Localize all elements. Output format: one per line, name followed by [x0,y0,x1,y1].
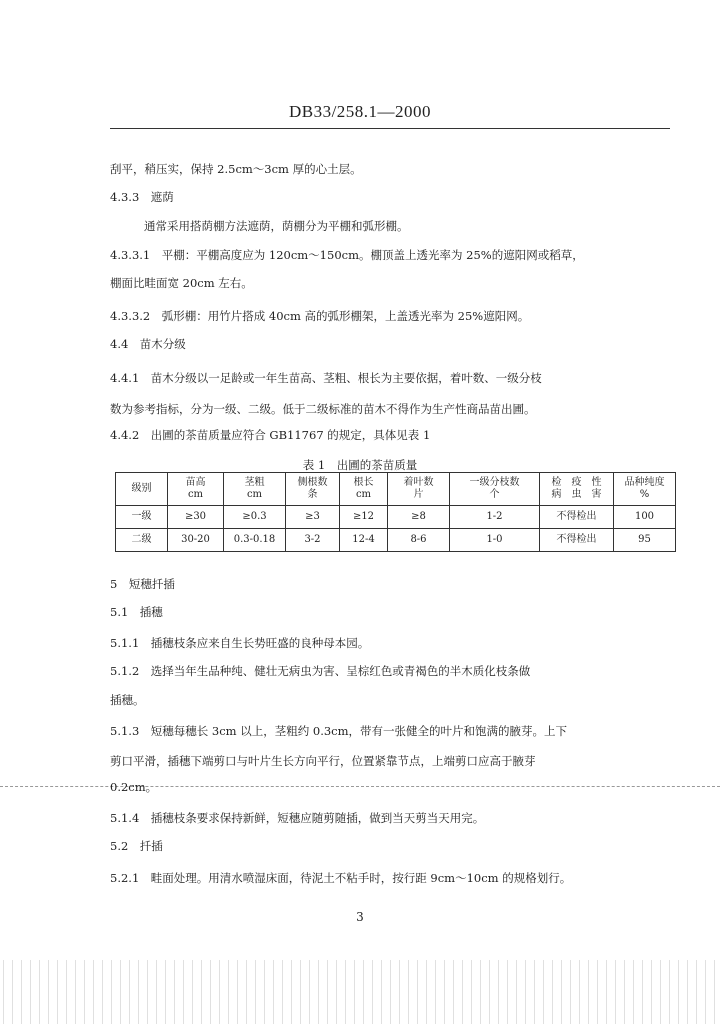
para-line: 5.1.1 插穗枝条应来自生长势旺盛的良种母本园。 [110,636,370,650]
para-line: 4.4.1 苗木分级以一足龄或一年生苗高、茎粗、根长为主要依据，着叶数、一级分枝 [110,371,542,385]
table-cell: 1-0 [450,529,540,552]
para-line: 4.4.2 出圃的茶苗质量应符合 GB11767 的规定，具体见表 1 [110,428,431,442]
table-cell: 30-20 [168,529,224,552]
table-header-cell: 一级分枝数 个 [450,473,540,506]
para-line: 5.1.2 选择当年生品种纯、健壮无病虫为害、呈棕红色或青褐色的半木质化枝条做 [110,664,531,678]
para-line: 通常采用搭荫棚方法遮荫，荫棚分为平棚和弧形棚。 [144,219,409,233]
para-line: 数为参考指标，分为一级、二级。低于二级标准的苗木不得作为生产性商品苗出圃。 [110,402,536,416]
table-row [116,506,676,529]
table-cell: ≥12 [340,506,388,529]
section-heading: 4.4 苗木分级 [110,337,186,351]
para-line: 5.1.3 短穗每穗长 3cm 以上，茎粗约 0.3cm，带有一张健全的叶片和饱满的腋芽。上下 [110,724,568,738]
table-header-cell: 苗高 cm [168,473,224,506]
table-cell: 3-2 [286,529,340,552]
table-cell: 不得检出 [540,506,614,529]
table-header-cell: 级别 [116,473,168,506]
table-header-cell: 检 疫 性 病 虫 害 [540,473,614,506]
para-line: 5.2.1 畦面处理。用清水喷湿床面，待泥土不粘手时，按行距 9cm～10cm 的规格划行。 [110,871,572,885]
table-cell: 8-6 [388,529,450,552]
para-line: 棚面比畦面宽 20cm 左右。 [110,276,253,290]
para-line: 剪口平滑，插穗下端剪口与叶片生长方向平行，位置紧靠节点，上端剪口应高于腋芽 [110,754,536,768]
table-header-cell: 品种纯度 % [614,473,676,506]
table-header-cell: 侧根数 条 [286,473,340,506]
section-heading: 5.1 插穗 [110,605,163,619]
section-heading: 5.2 扦插 [110,839,163,853]
table-cell: ≥30 [168,506,224,529]
table-cell: 一级 [116,506,168,529]
scan-noise [0,960,720,1024]
table-cell: ≥8 [388,506,450,529]
table-header-row [116,473,676,506]
table-cell: 二级 [116,529,168,552]
table-cell: 1-2 [450,506,540,529]
section-heading: 4.3.3 遮荫 [110,190,174,204]
para-line: 刮平，稍压实，保持 2.5cm～3cm 厚的心土层。 [110,162,362,176]
table-header-cell: 着叶数 片 [388,473,450,506]
section-heading: 5 短穗扦插 [110,577,175,591]
table-cell: ≥0.3 [224,506,286,529]
seedling-quality-table [115,472,676,552]
table-header-cell: 根长 cm [340,473,388,506]
table-cell: ≥3 [286,506,340,529]
table-cell: 不得检出 [540,529,614,552]
para-line: 插穗。 [110,693,145,707]
para-line: 4.3.3.1 平棚：平棚高度应为 120cm～150cm。棚顶盖上透光率为 25%的遮阳网或稻草， [110,248,584,262]
table-title: 表 1 出圃的茶苗质量 [302,458,418,472]
doc-code-header: DB33/258.1—2000 [288,102,432,121]
page-number: 3 [356,910,364,924]
table-cell: 12-4 [340,529,388,552]
scan-artifact-line [0,786,720,787]
table-row [116,529,676,552]
table-header-cell: 茎粗 cm [224,473,286,506]
table-cell: 0.3-0.18 [224,529,286,552]
para-line: 5.1.4 插穗枝条要求保持新鲜，短穗应随剪随插，做到当天剪当天用完。 [110,811,485,825]
para-line: 0.2cm。 [110,780,158,794]
header-rule [110,128,670,129]
para-line: 4.3.3.2 弧形棚：用竹片搭成 40cm 高的弧形棚架，上盖透光率为 25%遮阳网。 [110,309,530,323]
table-cell: 95 [614,529,676,552]
table-cell: 100 [614,506,676,529]
